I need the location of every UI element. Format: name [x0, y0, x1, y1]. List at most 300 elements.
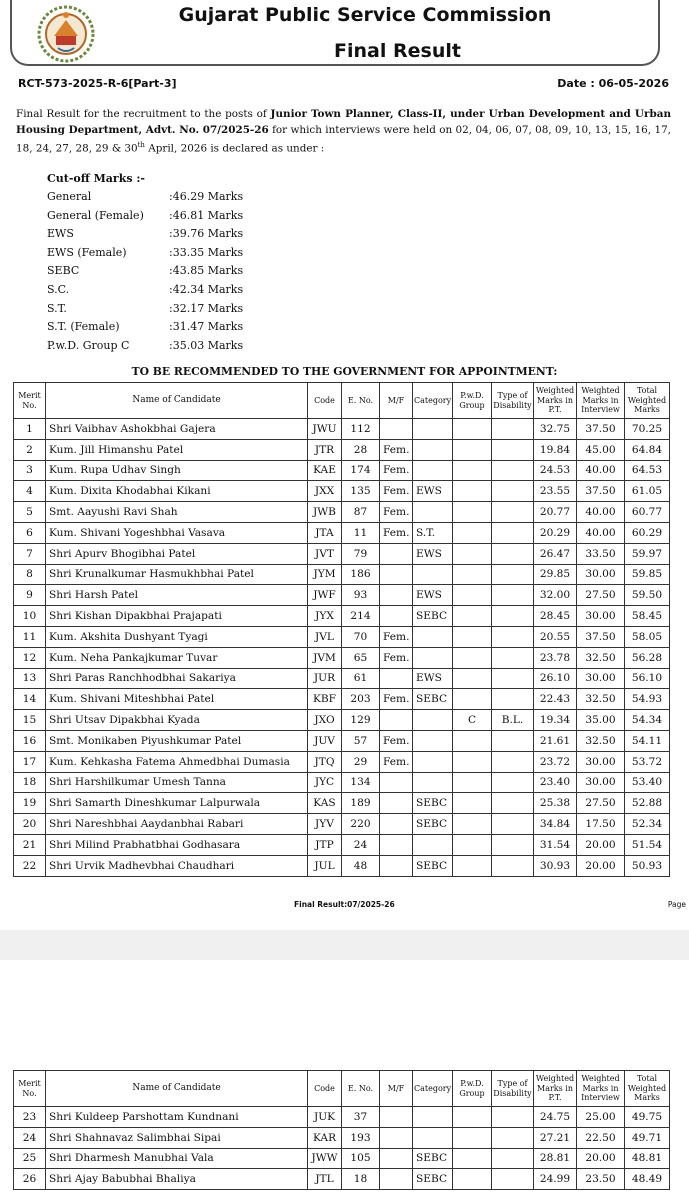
- table-cell: 40.00: [577, 522, 625, 543]
- table-cell: [492, 419, 534, 440]
- table-cell: [413, 502, 453, 523]
- cutoff-category: General (Female): [47, 208, 144, 222]
- column-header: Merit No.: [14, 383, 46, 419]
- table-cell: [380, 1107, 413, 1128]
- table-cell: [413, 710, 453, 731]
- table-cell: Fem.: [380, 522, 413, 543]
- table-cell: Smt. Monikaben Piyushkumar Patel: [46, 730, 308, 751]
- cutoff-marks: [47, 172, 267, 355]
- table-cell: 10: [14, 606, 46, 627]
- table-cell: Fem.: [380, 751, 413, 772]
- table-row: [14, 668, 670, 689]
- column-header: Category: [413, 383, 453, 419]
- column-header: Weighted Marks in P.T.: [534, 383, 577, 419]
- table-cell: Smt. Aayushi Ravi Shah: [46, 502, 308, 523]
- table-cell: JYM: [308, 564, 342, 585]
- column-header: E. No.: [342, 1071, 380, 1107]
- table-cell: 52.34: [625, 814, 670, 835]
- table-header-row: [14, 383, 670, 419]
- table-cell: [492, 626, 534, 647]
- table-cell: 59.50: [625, 585, 670, 606]
- table-cell: Fem.: [380, 689, 413, 710]
- table-cell: 14: [14, 689, 46, 710]
- table-cell: [413, 419, 453, 440]
- table-cell: JWB: [308, 502, 342, 523]
- table-cell: JUL: [308, 855, 342, 876]
- table-cell: [492, 564, 534, 585]
- column-header: Code: [308, 383, 342, 419]
- table-cell: [453, 689, 492, 710]
- cutoff-value: :32.17 Marks: [169, 301, 244, 315]
- table-row: [14, 481, 670, 502]
- table-cell: 9: [14, 585, 46, 606]
- table-cell: 28.45: [534, 606, 577, 627]
- table-cell: 6: [14, 522, 46, 543]
- table-cell: 30.00: [577, 668, 625, 689]
- table-cell: 48.81: [625, 1148, 670, 1169]
- table-cell: 32.50: [577, 730, 625, 751]
- table-cell: 26.47: [534, 543, 577, 564]
- table-cell: 23.50: [577, 1169, 625, 1190]
- table-cell: 34.84: [534, 814, 577, 835]
- table-row: [14, 606, 670, 627]
- column-header: Weighted Marks in Interview: [577, 383, 625, 419]
- doc-title: Final Result: [334, 40, 461, 62]
- table-cell: 60.29: [625, 522, 670, 543]
- table-cell: 56.10: [625, 668, 670, 689]
- table-cell: 61: [342, 668, 380, 689]
- column-header: P.w.D. Group: [453, 383, 492, 419]
- table-cell: 32.50: [577, 689, 625, 710]
- table-cell: 21.61: [534, 730, 577, 751]
- table-cell: Shri Nareshbhai Aaydanbhai Rabari: [46, 814, 308, 835]
- table-cell: 30.00: [577, 564, 625, 585]
- table-cell: 24.99: [534, 1169, 577, 1190]
- table-cell: Shri Urvik Madhevbhai Chaudhari: [46, 855, 308, 876]
- table-row: [14, 1169, 670, 1190]
- table-cell: 28: [342, 439, 380, 460]
- intro-text-1: Final Result for the recruitment to the posts of: [16, 108, 271, 120]
- table-cell: 64.84: [625, 439, 670, 460]
- table-cell: [413, 626, 453, 647]
- table-cell: [492, 689, 534, 710]
- table-row: [14, 710, 670, 731]
- table-cell: 12: [14, 647, 46, 668]
- table-cell: 56.28: [625, 647, 670, 668]
- table-cell: EWS: [413, 668, 453, 689]
- table-row: [14, 502, 670, 523]
- table-cell: SEBC: [413, 1148, 453, 1169]
- column-header: Total Weighted Marks: [625, 383, 670, 419]
- table-cell: Kum. Neha Pankajkumar Tuvar: [46, 647, 308, 668]
- table-cell: Shri Samarth Dineshkumar Lalpurwala: [46, 793, 308, 814]
- table-cell: [413, 647, 453, 668]
- column-header: Type of Disability: [492, 1071, 534, 1107]
- cutoff-value: :35.03 Marks: [169, 338, 244, 352]
- table-row: [14, 1148, 670, 1169]
- table-cell: [380, 710, 413, 731]
- table-cell: Shri Kishan Dipakbhai Prajapati: [46, 606, 308, 627]
- table-cell: 135: [342, 481, 380, 502]
- cutoff-category: S.C.: [47, 282, 70, 296]
- table-cell: Fem.: [380, 730, 413, 751]
- table-cell: [380, 814, 413, 835]
- table-cell: [492, 1169, 534, 1190]
- table-cell: 50.93: [625, 855, 670, 876]
- table-cell: 51.54: [625, 834, 670, 855]
- table-cell: [380, 793, 413, 814]
- table-cell: 59.85: [625, 564, 670, 585]
- table-cell: JYX: [308, 606, 342, 627]
- table-cell: 7: [14, 543, 46, 564]
- table-cell: Shri Dharmesh Manubhai Vala: [46, 1148, 308, 1169]
- table-cell: JYV: [308, 814, 342, 835]
- table-cell: 20.00: [577, 834, 625, 855]
- table-cell: 24: [14, 1127, 46, 1148]
- table-cell: [492, 1107, 534, 1128]
- table-cell: 30.00: [577, 751, 625, 772]
- table-cell: 22: [14, 855, 46, 876]
- cutoff-row: [47, 225, 267, 244]
- table-cell: SEBC: [413, 814, 453, 835]
- table-cell: [453, 606, 492, 627]
- table-cell: 25: [14, 1148, 46, 1169]
- table-cell: Shri Shahnavaz Salimbhai Sipai: [46, 1127, 308, 1148]
- table-cell: 129: [342, 710, 380, 731]
- table-cell: 79: [342, 543, 380, 564]
- result-date: Date : 06-05-2026: [557, 77, 669, 90]
- table-cell: 20.29: [534, 522, 577, 543]
- table-row: [14, 522, 670, 543]
- table-cell: JTA: [308, 522, 342, 543]
- table-cell: 65: [342, 647, 380, 668]
- column-header: M/F: [380, 1071, 413, 1107]
- table-row: [14, 1127, 670, 1148]
- table-cell: JWF: [308, 585, 342, 606]
- table-cell: 203: [342, 689, 380, 710]
- table-cell: 186: [342, 564, 380, 585]
- table-cell: 49.75: [625, 1107, 670, 1128]
- table-cell: 54.11: [625, 730, 670, 751]
- table-cell: JYC: [308, 772, 342, 793]
- cutoff-category: S.T. (Female): [47, 320, 120, 334]
- table-cell: 23: [14, 1107, 46, 1128]
- table-cell: [453, 626, 492, 647]
- table-cell: [453, 419, 492, 440]
- table-cell: 54.93: [625, 689, 670, 710]
- cutoff-category: General: [47, 190, 92, 203]
- table-cell: 23.78: [534, 647, 577, 668]
- intro-paragraph: [16, 107, 671, 157]
- table-cell: 174: [342, 460, 380, 481]
- table-cell: [453, 772, 492, 793]
- table-cell: 59.97: [625, 543, 670, 564]
- table-cell: [453, 814, 492, 835]
- table-cell: Fem.: [380, 647, 413, 668]
- table-cell: SEBC: [413, 1169, 453, 1190]
- table-cell: [453, 1169, 492, 1190]
- table-cell: [453, 793, 492, 814]
- table-cell: 70.25: [625, 419, 670, 440]
- table-row: [14, 543, 670, 564]
- table-cell: [453, 834, 492, 855]
- table-cell: 2: [14, 439, 46, 460]
- recommend-heading: TO BE RECOMMENDED TO THE GOVERNMENT FOR APPOINTMENT:: [131, 365, 558, 378]
- table-row: [14, 772, 670, 793]
- table-cell: KAE: [308, 460, 342, 481]
- table-cell: 1: [14, 419, 46, 440]
- table-cell: [453, 564, 492, 585]
- table-cell: [413, 772, 453, 793]
- table-cell: 19.34: [534, 710, 577, 731]
- table-cell: [492, 834, 534, 855]
- cutoff-row: [47, 244, 267, 263]
- table-cell: 64.53: [625, 460, 670, 481]
- table-cell: 23.55: [534, 481, 577, 502]
- table-cell: [453, 647, 492, 668]
- cutoff-row: [47, 318, 267, 337]
- result-table-continued: [13, 1070, 670, 1190]
- table-cell: 3: [14, 460, 46, 481]
- table-cell: [453, 668, 492, 689]
- table-cell: 45.00: [577, 439, 625, 460]
- table-cell: [492, 730, 534, 751]
- table-cell: 15: [14, 710, 46, 731]
- table-cell: Fem.: [380, 502, 413, 523]
- table-cell: KAS: [308, 793, 342, 814]
- table-cell: [380, 1127, 413, 1148]
- table-cell: [492, 814, 534, 835]
- table-cell: 16: [14, 730, 46, 751]
- post-title: Junior Town Planner, Class-II, under Urban Development and Urban Housing Department, Advt. No. 07/2025-26: [16, 108, 671, 136]
- result-page-2: [0, 960, 689, 1200]
- table-cell: [453, 730, 492, 751]
- table-cell: JTP: [308, 834, 342, 855]
- table-cell: [492, 751, 534, 772]
- table-cell: Fem.: [380, 626, 413, 647]
- table-cell: SEBC: [413, 793, 453, 814]
- table-cell: 28.81: [534, 1148, 577, 1169]
- table-cell: 49.71: [625, 1127, 670, 1148]
- table-cell: KAR: [308, 1127, 342, 1148]
- table-cell: Shri Kuldeep Parshottam Kundnani: [46, 1107, 308, 1128]
- table-cell: [453, 1148, 492, 1169]
- table-cell: 25.00: [577, 1107, 625, 1128]
- column-header: M/F: [380, 383, 413, 419]
- table-row: [14, 1107, 670, 1128]
- table-cell: 214: [342, 606, 380, 627]
- table-cell: [492, 502, 534, 523]
- cutoff-row: [47, 207, 267, 226]
- table-cell: [492, 668, 534, 689]
- table-cell: 25.38: [534, 793, 577, 814]
- table-cell: 60.77: [625, 502, 670, 523]
- table-cell: Shri Ajay Babubhai Bhaliya: [46, 1169, 308, 1190]
- table-cell: [413, 834, 453, 855]
- table-cell: [453, 522, 492, 543]
- table-cell: Shri Utsav Dipakbhai Kyada: [46, 710, 308, 731]
- column-header: P.w.D. Group: [453, 1071, 492, 1107]
- table-cell: 30.00: [577, 772, 625, 793]
- table-cell: Kum. Shivani Yogeshbhai Vasava: [46, 522, 308, 543]
- table-cell: 27.50: [577, 585, 625, 606]
- ordinal-suffix: th: [137, 141, 145, 149]
- table-cell: 48: [342, 855, 380, 876]
- table-cell: JVM: [308, 647, 342, 668]
- table-cell: 21: [14, 834, 46, 855]
- table-cell: 48.49: [625, 1169, 670, 1190]
- table-row: [14, 564, 670, 585]
- table-cell: EWS: [413, 585, 453, 606]
- table-cell: 19.84: [534, 439, 577, 460]
- column-header: Code: [308, 1071, 342, 1107]
- table-cell: Shri Vaibhav Ashokbhai Gajera: [46, 419, 308, 440]
- table-cell: JWW: [308, 1148, 342, 1169]
- table-cell: 220: [342, 814, 380, 835]
- table-cell: 52.88: [625, 793, 670, 814]
- table-cell: 37.50: [577, 626, 625, 647]
- footer-text: Final Result:07/2025-26: [294, 900, 395, 909]
- table-cell: 5: [14, 502, 46, 523]
- table-cell: [413, 564, 453, 585]
- header-box: [10, 0, 660, 66]
- table-cell: 32.00: [534, 585, 577, 606]
- table-cell: 17.50: [577, 814, 625, 835]
- table-cell: Kum. Shivani Miteshbhai Patel: [46, 689, 308, 710]
- table-cell: [380, 543, 413, 564]
- table-cell: 70: [342, 626, 380, 647]
- table-cell: 37: [342, 1107, 380, 1128]
- table-cell: [492, 855, 534, 876]
- cutoff-category: S.T.: [47, 301, 67, 315]
- table-cell: [492, 606, 534, 627]
- table-cell: [413, 751, 453, 772]
- table-cell: [492, 543, 534, 564]
- table-cell: SEBC: [413, 855, 453, 876]
- table-cell: 31.54: [534, 834, 577, 855]
- column-header: Weighted Marks in Interview: [577, 1071, 625, 1107]
- table-cell: [492, 481, 534, 502]
- table-cell: [453, 855, 492, 876]
- org-name: Gujarat Public Service Commission: [178, 4, 552, 26]
- table-row: [14, 439, 670, 460]
- table-cell: 30.00: [577, 606, 625, 627]
- table-cell: [380, 834, 413, 855]
- table-cell: 57: [342, 730, 380, 751]
- table-cell: 27.50: [577, 793, 625, 814]
- table-cell: JTR: [308, 439, 342, 460]
- table-row: [14, 689, 670, 710]
- cutoff-heading: Cut-off Marks :-: [47, 172, 145, 185]
- intro-text-3: April, 2026 is declared as under :: [144, 142, 325, 155]
- table-cell: Kum. Rupa Udhav Singh: [46, 460, 308, 481]
- table-cell: Shri Harsh Patel: [46, 585, 308, 606]
- table-cell: [380, 855, 413, 876]
- cutoff-value: :39.76 Marks: [169, 227, 244, 241]
- table-cell: JUV: [308, 730, 342, 751]
- table-row: [14, 647, 670, 668]
- table-cell: [453, 1107, 492, 1128]
- cutoff-value: :33.35 Marks: [169, 245, 244, 259]
- table-cell: [453, 1127, 492, 1148]
- table-cell: [413, 1127, 453, 1148]
- cutoff-row: [47, 337, 267, 356]
- table-cell: 8: [14, 564, 46, 585]
- table-cell: 22.43: [534, 689, 577, 710]
- table-cell: 17: [14, 751, 46, 772]
- cutoff-category: EWS: [47, 227, 74, 241]
- table-cell: 112: [342, 419, 380, 440]
- table-cell: [492, 772, 534, 793]
- table-cell: 24: [342, 834, 380, 855]
- table-cell: [413, 439, 453, 460]
- cutoff-value: :31.47 Marks: [169, 320, 244, 334]
- table-cell: [492, 1148, 534, 1169]
- table-cell: 61.05: [625, 481, 670, 502]
- table-cell: JXX: [308, 481, 342, 502]
- table-cell: 54.34: [625, 710, 670, 731]
- table-cell: JVT: [308, 543, 342, 564]
- table-cell: Fem.: [380, 439, 413, 460]
- table-cell: Shri Apurv Bhogibhai Patel: [46, 543, 308, 564]
- table-cell: JTL: [308, 1169, 342, 1190]
- table-cell: 4: [14, 481, 46, 502]
- table-cell: 24.53: [534, 460, 577, 481]
- table-cell: Shri Paras Ranchhodbhai Sakariya: [46, 668, 308, 689]
- table-cell: Fem.: [380, 481, 413, 502]
- table-cell: Kum. Kehkasha Fatema Ahmedbhai Dumasia: [46, 751, 308, 772]
- reference-number: RCT-573-2025-R-6[Part-3]: [18, 77, 177, 90]
- table-cell: Fem.: [380, 460, 413, 481]
- table-cell: Kum. Akshita Dushyant Tyagi: [46, 626, 308, 647]
- table-cell: [380, 606, 413, 627]
- column-header: Total Weighted Marks: [625, 1071, 670, 1107]
- table-cell: 93: [342, 585, 380, 606]
- table-cell: JTQ: [308, 751, 342, 772]
- table-cell: [380, 1148, 413, 1169]
- table-cell: 32.50: [577, 647, 625, 668]
- column-header: Name of Candidate: [46, 383, 308, 419]
- cutoff-category: EWS (Female): [47, 245, 127, 259]
- table-cell: 11: [342, 522, 380, 543]
- table-cell: [380, 668, 413, 689]
- table-cell: 189: [342, 793, 380, 814]
- table-cell: 134: [342, 772, 380, 793]
- table-cell: 33.50: [577, 543, 625, 564]
- table-row: [14, 814, 670, 835]
- table-cell: [413, 460, 453, 481]
- table-cell: EWS: [413, 543, 453, 564]
- table-cell: [380, 772, 413, 793]
- table-cell: 105: [342, 1148, 380, 1169]
- table-row: [14, 834, 670, 855]
- table-cell: 193: [342, 1127, 380, 1148]
- table-header-row: [14, 1071, 670, 1107]
- table-cell: [380, 585, 413, 606]
- table-cell: 87: [342, 502, 380, 523]
- table-cell: JUK: [308, 1107, 342, 1128]
- table-cell: 13: [14, 668, 46, 689]
- table-cell: 26: [14, 1169, 46, 1190]
- table-cell: 58.45: [625, 606, 670, 627]
- table-cell: SEBC: [413, 606, 453, 627]
- table-cell: [413, 730, 453, 751]
- table-cell: 24.75: [534, 1107, 577, 1128]
- table-cell: Kum. Dixita Khodabhai Kikani: [46, 481, 308, 502]
- cutoff-row: [47, 281, 267, 300]
- table-row: [14, 751, 670, 772]
- table-cell: KBF: [308, 689, 342, 710]
